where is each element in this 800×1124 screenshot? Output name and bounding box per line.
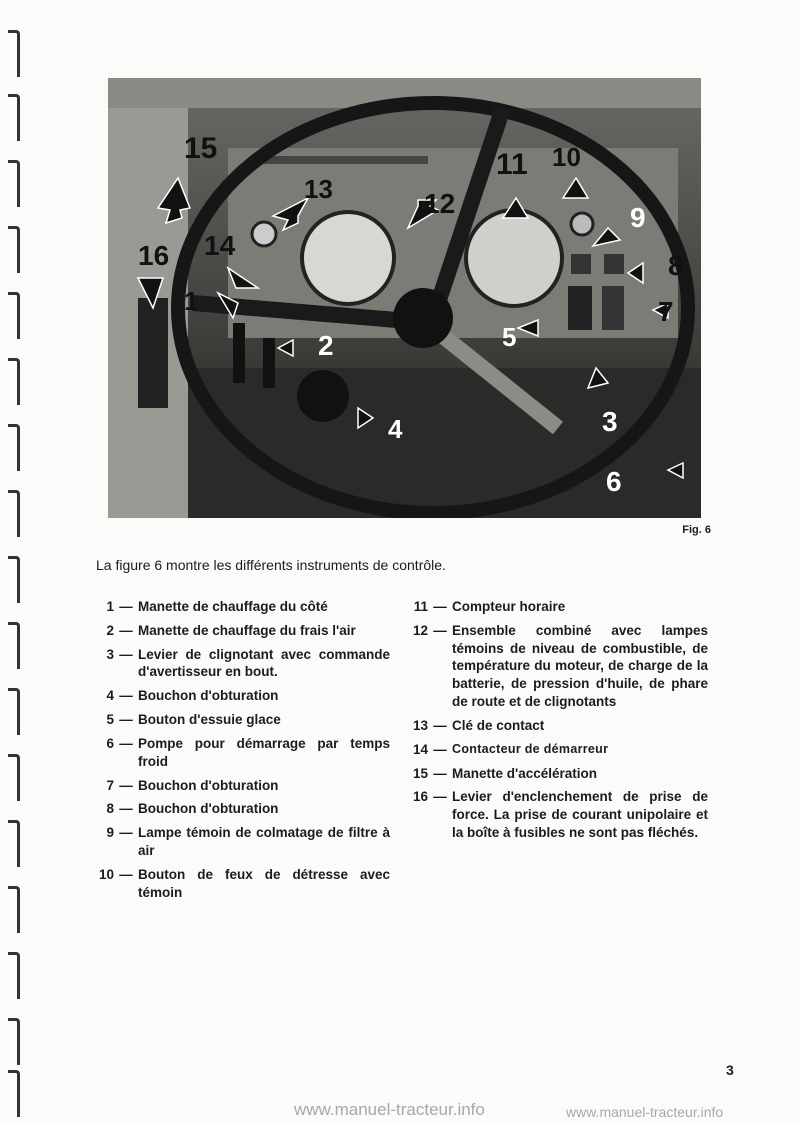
list-item: 10 — Bouton de feux de détresse avec témoin [88,866,390,902]
item-text: Bouton de feux de détresse avec témoin [138,866,390,900]
item-number: 15 [412,765,428,781]
item-text: Levier d'enclenchement de prise de force. La prise de courant unipolaire et la boîte à fusibles ne sont pas fléchés. [452,789,708,840]
list-item: 11 — Compteur horaire [402,598,708,616]
item-number: 14 [412,741,428,757]
ring-binding [0,0,30,1124]
list-item: 1 — Manette de chauffage du côté [88,598,390,616]
list-item: 5 — Bouton d'essuie glace [88,711,390,729]
callout-6: 6 [606,466,622,497]
list-item: 14 — Contacteur de démarreur [402,741,708,759]
callout-14: 14 [204,230,236,261]
item-number: 7 [106,777,114,793]
callout-9: 9 [630,202,646,233]
footer-watermark-secondary: www.manuel-tracteur.info [566,1104,724,1120]
list-item: 16 — Levier d'enclenchement de prise de force. La prise de courant unipolaire et la boîte à fusibles ne sont pas fléchés. [402,788,708,841]
list-item: 13 — Clé de contact [402,717,708,735]
callout-1: 1 [184,286,199,316]
list-item: 8 — Bouchon d'obturation [88,800,390,818]
item-number: 10 [98,866,114,882]
callout-2: 2 [318,330,334,361]
page-number: 3 [726,1062,734,1078]
intro-sentence: La figure 6 montre les différents instruments de contrôle. [96,557,446,573]
item-text: Contacteur de démarreur [452,741,609,756]
item-text: Lampe témoin de colmatage de filtre à air [138,825,390,858]
callout-15: 15 [184,132,218,165]
item-text: Bouchon d'obturation [138,777,279,793]
item-text: Bouchon d'obturation [138,801,279,817]
item-text: Manette d'accélération [452,765,598,781]
callout-16: 16 [138,240,170,271]
footer-watermark: www.manuel-tracteur.info [294,1100,485,1119]
item-number: 5 [106,712,114,728]
callout-10: 10 [552,142,581,172]
callout-5: 5 [502,322,517,352]
item-text: Compteur horaire [452,599,566,614]
item-number: 2 [106,622,114,638]
item-number: 6 [106,735,114,751]
item-number: 1 [106,599,114,614]
callout-13: 13 [304,174,333,204]
callout-3: 3 [602,406,618,437]
item-number: 9 [106,825,114,841]
dashboard-photo [108,78,701,518]
list-item: 6 — Pompe pour démarrage par temps froid [88,735,390,771]
item-number: 12 [412,622,428,638]
callout-8: 8 [668,250,684,281]
item-text: Ensemble combiné avec lampes témoins de niveau de combustible, de température du moteur, de charge de la batterie, de pression d'huile, de phare de route et de clignotants [452,622,708,710]
item-number: 11 [413,599,428,614]
callout-12: 12 [424,188,456,219]
callout-11: 11 [496,148,528,181]
item-text: Bouton d'essuie glace [138,712,281,728]
legend-list-left [88,598,390,907]
item-text: Clé de contact [452,717,545,733]
item-number: 16 [412,789,428,805]
item-text: Pompe pour démarrage par temps froid [138,735,390,769]
list-item: 2 — Manette de chauffage du frais l'air [88,622,390,640]
item-number: 4 [106,688,114,704]
list-item: 9 — Lampe témoin de colmatage de filtre à air [88,824,390,860]
item-text: Bouchon d'obturation [138,688,279,704]
item-text: Manette de chauffage du côté [138,599,328,614]
figure-caption: Fig. 6 [682,524,711,536]
item-number: 3 [106,646,114,662]
item-number: 8 [106,801,114,817]
list-item: 12 — Ensemble combiné avec lampes témoins de niveau de combustible, de température du moteur, de charge de la batterie, de pression d'huile, de phare de route et de clignotants [402,622,708,711]
item-number: 13 [412,717,428,733]
list-item: 4 — Bouchon d'obturation [88,687,390,705]
list-item: 3 — Levier de clignotant avec commande d'avertisseur en bout. [88,646,390,682]
callout-7: 7 [658,296,674,327]
list-item: 15 — Manette d'accélération [402,765,708,783]
item-text: Manette de chauffage du frais l'air [138,622,356,638]
callout-4: 4 [388,414,403,444]
legend-list-right [402,598,708,848]
list-item: 7 — Bouchon d'obturation [88,777,390,795]
item-text: Levier de clignotant avec commande d'avertisseur en bout. [138,646,390,680]
